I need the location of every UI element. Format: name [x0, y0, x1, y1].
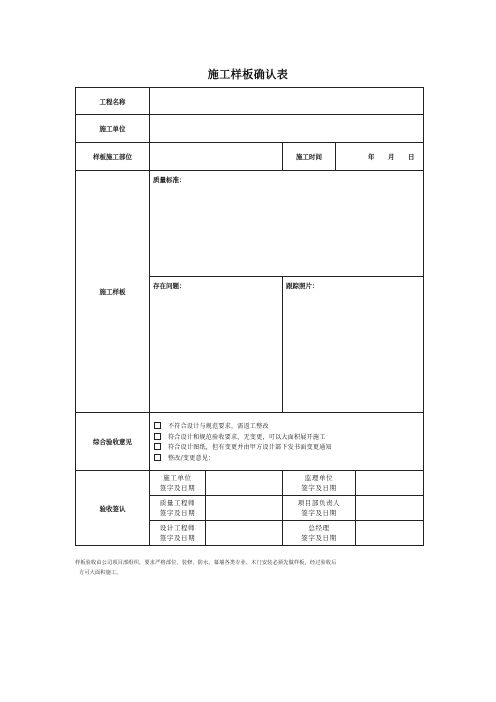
overall-opinion-label: 综合验收意见	[76, 413, 150, 471]
sign-role: 设计工程师	[159, 524, 196, 532]
design-engineer-sign-label	[150, 521, 206, 546]
footnote-line-1: 样板验收由公司项目部组织，要求严格部位、装修、防水、幕墙各类专业、木门安装必须先做样板，经过验收后	[75, 560, 337, 566]
sign-date-label: 签字及日期	[301, 534, 337, 542]
checkbox-icon[interactable]	[154, 422, 161, 429]
sample-confirmation-table	[75, 87, 424, 546]
sign-date-label: 签字及日期	[159, 484, 196, 492]
opinion-option-approve[interactable]	[154, 431, 419, 442]
general-manager-sign-field[interactable]	[356, 521, 424, 546]
sign-role: 监理单位	[304, 474, 334, 482]
sign-role: 施工单位	[163, 474, 192, 482]
footnote-line-2: 方可大面积施工。	[79, 570, 122, 576]
construction-time-label: 施工时间	[283, 143, 336, 171]
date-day-label: 日	[408, 152, 415, 161]
form-title: 施工样板确认表	[207, 68, 289, 81]
project-leader-sign-field[interactable]	[356, 496, 424, 521]
sign-date-label: 签字及日期	[301, 509, 337, 517]
project-name-label: 工程名称	[76, 88, 150, 115]
sign-date-label: 签字及日期	[301, 484, 337, 492]
design-engineer-sign-field[interactable]	[206, 521, 283, 546]
opinion-option-remarks[interactable]	[154, 452, 419, 463]
opinion-option-change[interactable]	[154, 442, 419, 453]
quality-engineer-sign-label	[150, 496, 206, 521]
general-manager-sign-label	[283, 521, 356, 546]
quality-standard-label: 质量标准：	[153, 176, 186, 184]
sample-label: 施工样板	[76, 171, 150, 413]
quality-standard-field[interactable]	[150, 171, 424, 277]
supervision-unit-sign-label	[283, 471, 356, 496]
project-leader-sign-label	[283, 496, 356, 521]
sign-date-label: 签字及日期	[159, 534, 196, 542]
project-name-field[interactable]	[150, 88, 424, 115]
sample-location-label: 样板施工部位	[76, 143, 150, 171]
checkbox-icon[interactable]	[154, 433, 161, 440]
existing-problems-label: 存在问题：	[153, 282, 186, 290]
checkbox-icon[interactable]	[154, 443, 161, 450]
sign-role: 质量工程师	[159, 499, 196, 507]
opinion-option-label: 符合设计图纸，但有变更并由甲方设计部下发书面变更通知	[168, 444, 332, 452]
tracking-photos-label: 跟踪照片：	[286, 282, 319, 290]
footnote	[75, 558, 425, 578]
existing-problems-field[interactable]	[150, 277, 283, 413]
tracking-photos-field[interactable]	[283, 277, 424, 413]
acceptance-signature-label: 验收签认	[76, 471, 150, 546]
construction-unit-sign-label	[150, 471, 206, 496]
overall-opinion-options	[150, 413, 424, 471]
date-month-label: 月	[388, 152, 395, 161]
sign-role: 总经理	[308, 524, 330, 532]
checkbox-icon[interactable]	[154, 454, 161, 461]
construction-time-field[interactable]	[336, 143, 424, 171]
sign-role: 项目部负责人	[297, 499, 341, 507]
construction-unit-label: 施工单位	[76, 115, 150, 143]
quality-engineer-sign-field[interactable]	[206, 496, 283, 521]
opinion-option-rework[interactable]	[154, 421, 419, 432]
opinion-option-label: 符合设计和规范验收要求，无变更，可以大面积展开施工	[168, 433, 326, 441]
construction-unit-sign-field[interactable]	[206, 471, 283, 496]
opinion-option-label: 不符合设计与规范要求，需返工整改	[168, 423, 269, 431]
supervision-unit-sign-field[interactable]	[356, 471, 424, 496]
opinion-option-label: 整改/变更意见：	[168, 454, 215, 462]
construction-unit-field[interactable]	[150, 115, 424, 143]
sign-date-label: 签字及日期	[159, 509, 196, 517]
sample-location-field[interactable]	[150, 143, 283, 171]
date-year-label: 年	[368, 152, 375, 161]
